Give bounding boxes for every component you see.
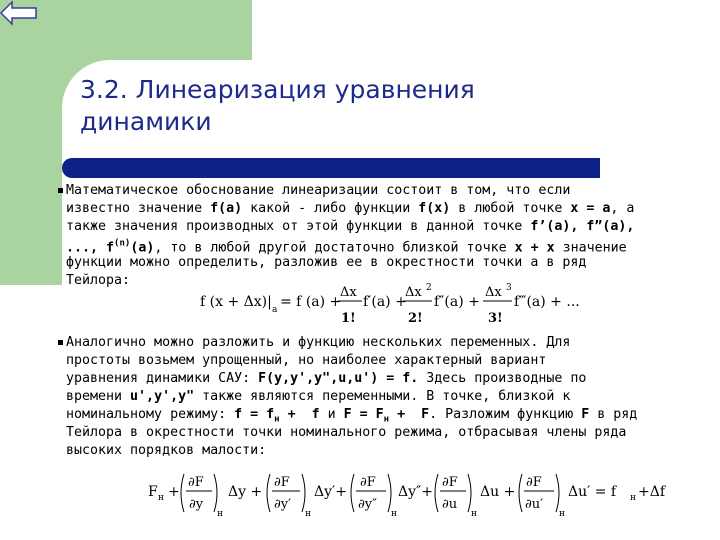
taylor-series-formula <box>200 282 620 328</box>
formula2-var-5-sub: н <box>630 493 636 503</box>
formula2-paren-sub-3: н <box>391 509 397 519</box>
paragraph-1-line-3: также значения производных от этой функции в данной точке f’(a), f”(a), <box>66 219 635 234</box>
formula2-var-3: Δy″+ <box>398 484 433 500</box>
formula2-num-5: ∂F <box>526 475 542 490</box>
paragraph-2-line-1: Аналогично можно разложить и функцию нескольких переменных. Для <box>66 335 571 350</box>
paragraph-1-line-2: известно значение f(a) какой - либо функции f(x) в любой точке x = a, а <box>66 201 635 216</box>
formula2-paren-sub-4: н <box>471 509 477 519</box>
paragraph-2-line-3: уравнения динамики САУ: F(y,y',y",u,u') = f. Здесь производные по <box>66 371 587 386</box>
bullet-2 <box>58 340 63 345</box>
slide-title <box>80 74 700 138</box>
formula1-term-4: f″(a) + <box>434 294 480 310</box>
formula1-num-2-sup: 2 <box>426 283 432 293</box>
formula2-den-4: ∂u <box>442 497 458 512</box>
formula2-var-1: Δy + <box>228 484 263 500</box>
formula1-term-1-sub: a <box>272 305 278 315</box>
formula2-paren-sub-1: н <box>217 509 223 519</box>
formula1-term-1: f (x + Δx)| <box>200 294 272 310</box>
formula1-term-3: f′(a) + <box>363 294 407 310</box>
formula2-den-2: ∂y′ <box>274 497 292 512</box>
formula1-term-5: f‴(a) + ... <box>514 294 580 310</box>
paragraph-1-line-6: Тейлора: <box>66 273 131 288</box>
back-arrow-icon[interactable] <box>0 0 38 26</box>
formula2-tail: +Δf <box>638 484 666 500</box>
formula2-var-4: Δu + <box>480 484 516 500</box>
formula1-num-3: Δx <box>485 285 502 300</box>
formula2-den-1: ∂y <box>189 497 204 512</box>
paragraph-1-line-4: ..., $f^{(n)}(a)$, то в любой другой достаточно близкой точке x + x значение <box>66 239 627 256</box>
paragraph-2-line-2: простоты возьмем упрощенный, но наиболее характерный вариант <box>66 353 547 368</box>
formula2-num-4: ∂F <box>442 475 458 490</box>
formula1-den-2: 2! <box>408 311 423 326</box>
formula1-num-2: Δx <box>405 285 422 300</box>
slide-title-line-2: динамики <box>80 107 212 136</box>
formula1-den-3: 3! <box>488 311 503 326</box>
title-underline-bar <box>62 158 600 178</box>
formula2-num-2: ∂F <box>274 475 290 490</box>
bullet-1 <box>58 188 63 193</box>
formula2-paren-sub-5: н <box>559 509 565 519</box>
formula1-num-1: Δx <box>340 285 357 300</box>
paragraph-2-line-5: номинальному режиму: $f = f_н + f$ и $F = F_н + F$. Разложим функцию F в ряд <box>66 407 638 425</box>
formula2-den-5: ∂u′ <box>525 497 544 512</box>
formula1-den-1: 1! <box>341 311 356 326</box>
linearized-equation-formula <box>148 466 678 520</box>
formula1-num-3-sup: 3 <box>506 283 512 293</box>
slide-title-line-1: 3.2. Линеаризация уравнения <box>80 75 475 104</box>
formula2-den-3: ∂y″ <box>358 497 377 512</box>
formula2-lead: F <box>148 484 158 500</box>
formula2-var-2: Δy′+ <box>314 484 347 500</box>
formula2-lead-sub: н <box>158 493 164 503</box>
formula2-paren-sub-2: н <box>305 509 311 519</box>
formula2-var-5: Δu′ = f <box>568 484 617 500</box>
formula2-num-1: ∂F <box>188 475 204 490</box>
paragraph-1-line-1: Математическое обоснование линеаризации состоит в том, что если <box>66 183 571 198</box>
formula2-plus: + <box>168 484 180 500</box>
formula1-term-2: = f (a) + <box>280 294 342 310</box>
paragraph-1-line-5: функции можно определить, разложив ее в окрестности точки а в ряд <box>66 255 587 270</box>
paragraph-2-line-6: Тейлора в окрестности точки номинального режима, отбрасывая члены ряда <box>66 425 627 440</box>
paragraph-2-line-4: времени u',y',y" также являются переменными. В точке, близкой к <box>66 389 571 404</box>
paragraph-2-line-7: высоких порядков малости: <box>66 443 267 458</box>
formula2-num-3: ∂F <box>360 475 376 490</box>
